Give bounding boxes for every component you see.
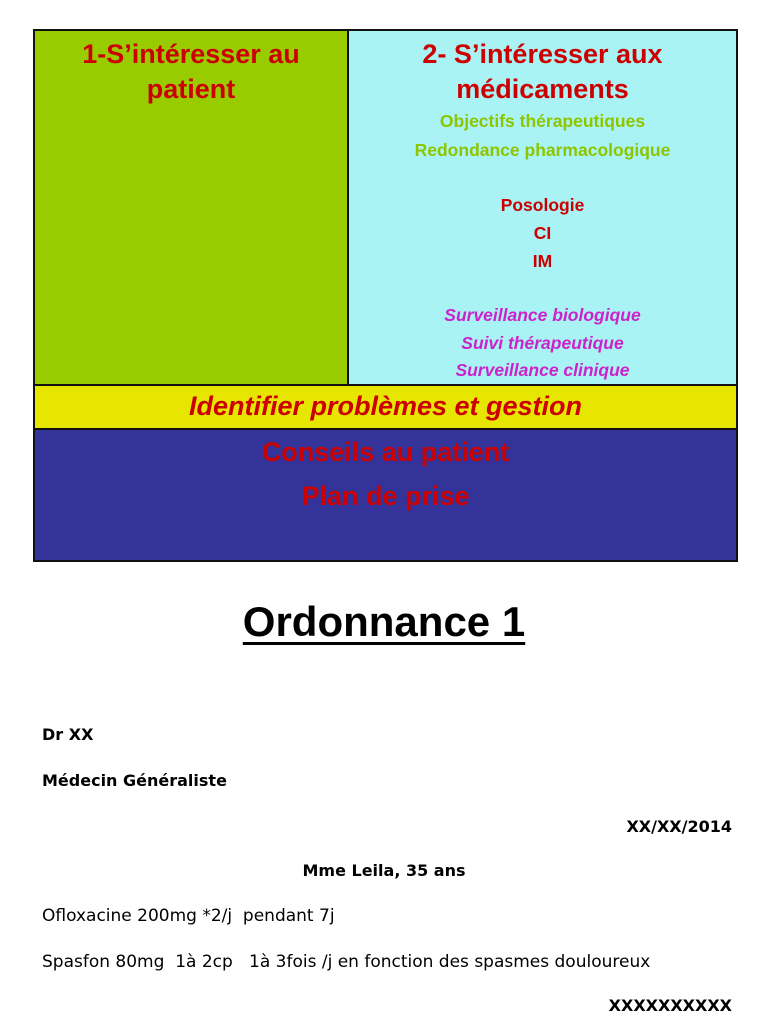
red-items-list (349, 191, 736, 275)
prescription-line: Spasfon 80mg 1à 2cp 1à 3fois /j en fonction des spasmes douloureux (42, 952, 651, 972)
patient-info: Mme Leila, 35 ans (302, 861, 466, 880)
list-item: Objectifs thérapeutiques (439, 111, 646, 131)
prescription-date: XX/XX/2014 (626, 817, 732, 836)
heading-line: 2- S’intéresser aux (422, 39, 663, 69)
heading-line: médicaments (456, 74, 629, 104)
list-item: Suivi thérapeutique (461, 332, 624, 353)
list-item: Posologie (500, 195, 585, 215)
band-text: Plan de prise (301, 481, 470, 511)
magenta-items-list (349, 302, 736, 385)
patient-focus-cell (35, 31, 349, 386)
prescription-line: Ofloxacine 200mg *2/j pendant 7j (42, 906, 335, 926)
problem-identification-band (35, 386, 736, 430)
list-item: Redondance pharmacologique (414, 140, 671, 160)
medication-focus-heading (349, 37, 736, 107)
band-text: Identifier problèmes et gestion (188, 391, 583, 421)
list-item: Surveillance clinique (455, 360, 630, 380)
list-item: IM (532, 251, 553, 271)
heading-line: 1-S’intéresser au (82, 39, 300, 69)
patient-advice-band (35, 430, 736, 560)
doctor-signature: XXXXXXXXXX (608, 996, 732, 1015)
title-text: Ordonnance 1 (242, 598, 526, 645)
list-item: CI (533, 223, 552, 243)
doctor-specialty: Médecin Généraliste (42, 771, 227, 790)
patient-focus-heading (35, 37, 347, 107)
list-item: Surveillance biologique (444, 305, 641, 325)
doctor-name: Dr XX (42, 725, 94, 744)
heading-line: patient (146, 74, 236, 104)
green-items-list (349, 107, 736, 165)
page-title (0, 598, 768, 646)
band-text: Conseils au patient (261, 437, 510, 467)
pharmaceutical-analysis-box (33, 29, 738, 562)
medication-focus-cell (349, 31, 736, 386)
